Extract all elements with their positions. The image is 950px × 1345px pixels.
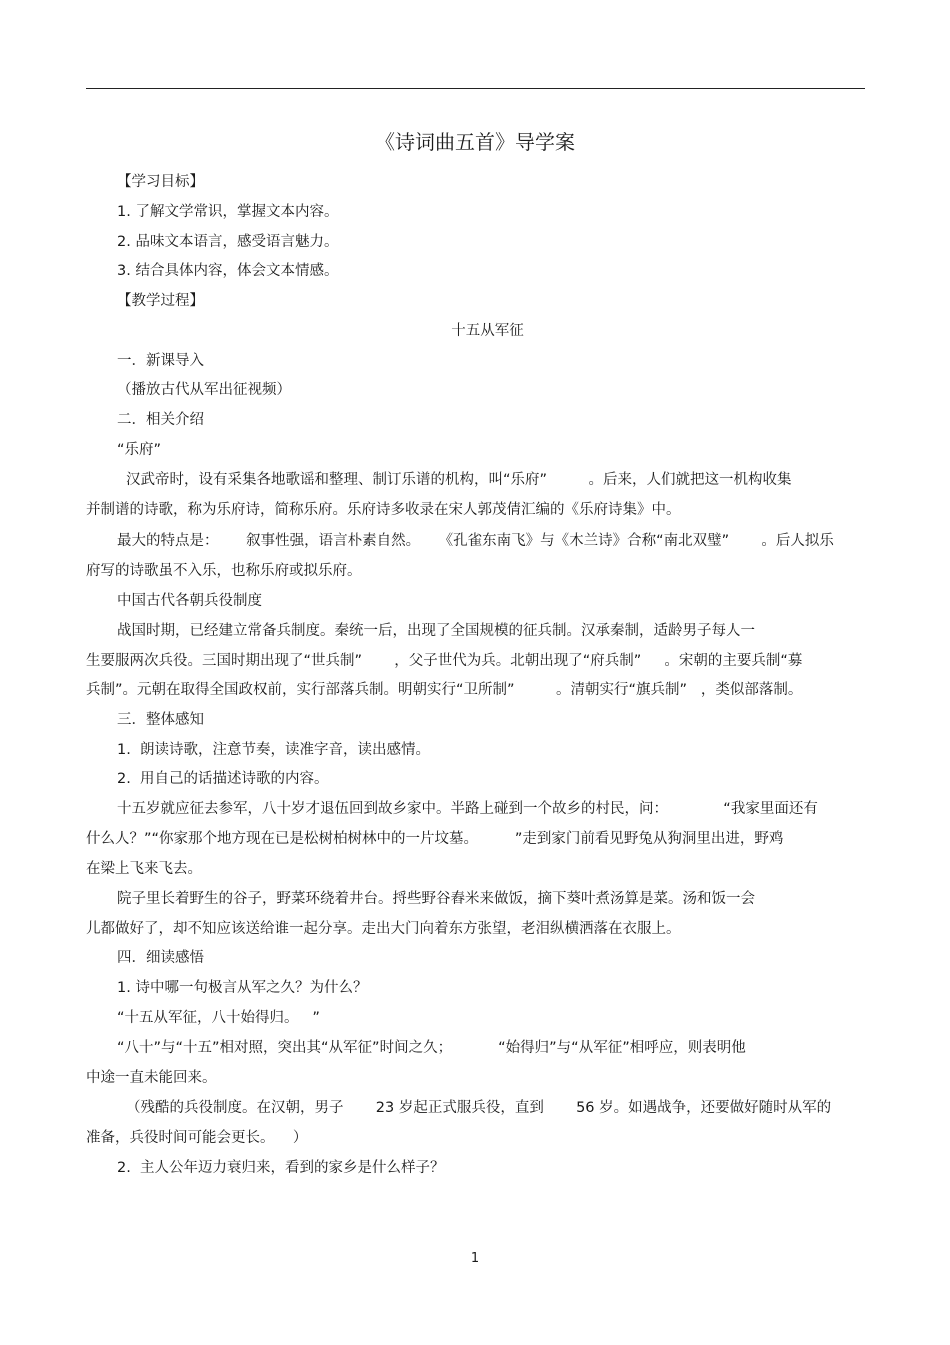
list-item: 2. 用自己的话描述诗歌的内容。	[117, 771, 329, 787]
process-heading: 【教学过程】	[117, 293, 204, 309]
section-text: （播放古代从军出征视频）	[117, 382, 291, 398]
paragraph-line: 汉武帝时，设有采集各地歌谣和整理、制订乐谱的机构，叫“乐府” 。后来，人们就把这一机构收集	[126, 472, 792, 488]
paragraph-line: 兵制”。元朝在取得全国政权前，实行部落兵制。明朝实行“卫所制” 。清朝实行“旗兵制” ，类似部落制。	[86, 682, 803, 698]
quote-line: “十五从军征，八十始得归。 ”	[117, 1010, 320, 1026]
paragraph-line: 府写的诗歌虽不入乐，也称乐府或拟乐府。	[86, 563, 362, 579]
header-rule	[86, 88, 865, 89]
paragraph-line: 生要服两次兵役。三国时期出现了“世兵制” ，父子世代为兵。北朝出现了“府兵制” 。宋朝的主要兵制“募	[86, 653, 803, 669]
section-heading: 三．整体感知	[117, 712, 204, 728]
question: 1. 诗中哪一句极言从军之久？为什么？	[117, 980, 368, 996]
paragraph-line: 并制谱的诗歌，称为乐府诗，简称乐府。乐府诗多收录在宋人郭茂倩汇编的《乐府诗集》中。	[86, 502, 681, 518]
paragraph-line: 战国时期，已经建立常备兵制度。秦统一后，出现了全国规模的征兵制。汉承秦制，适龄男子每人一	[117, 623, 755, 639]
paragraph-line: 十五岁就应征去参军，八十岁才退伍回到故乡家中。半路上碰到一个故乡的村民，问： “我家里面还有	[117, 801, 818, 817]
paragraph-line: 准备，兵役时间可能会更长。 ）	[86, 1130, 308, 1146]
list-item: 1. 朗读诗歌，注意节奏，读准字音，读出感情。	[117, 742, 431, 758]
paragraph-line: “八十”与“十五”相对照，突出其“从军征”时间之久； “始得归”与“从军征”相呼应，则表明他	[117, 1040, 746, 1056]
military-heading: 中国古代各朝兵役制度	[117, 593, 262, 609]
paragraph-line: 院子里长着野生的谷子，野菜环绕着井台。捋些野谷舂米来做饭，摘下葵叶煮汤算是菜。汤和饭一会	[117, 891, 755, 907]
objective-item: 1. 了解文学常识，掌握文本内容。	[117, 204, 339, 220]
section-heading: 四．细读感悟	[117, 950, 204, 966]
yuefu-label: “乐府”	[117, 442, 162, 458]
question: 2. 主人公年迈力衰归来，看到的家乡是什么样子？	[117, 1160, 445, 1176]
paragraph-line: 中途一直未能回来。	[86, 1070, 217, 1086]
section-heading: 二．相关介绍	[117, 412, 204, 428]
poem-title: 十五从军征	[451, 323, 524, 339]
section-heading: 一．新课导入	[117, 353, 204, 369]
paragraph-line: 在梁上飞来飞去。	[86, 861, 202, 877]
objective-item: 3. 结合具体内容，体会文本情感。	[117, 263, 339, 279]
paragraph-line: 什么人？”“你家那个地方现在已是松树柏树林中的一片坟墓。 ”走到家门前看见野兔从狗洞里出进，野鸡	[86, 831, 784, 847]
paragraph-line: 儿都做好了，却不知应该送给谁一起分享。走出大门向着东方张望，老泪纵横洒落在衣服上。	[86, 921, 681, 937]
paragraph-line: 最大的特点是： 叙事性强，语言朴素自然。 《孔雀东南飞》与《木兰诗》合称“南北双璧” 。后人拟乐	[117, 533, 834, 549]
document-title: 《诗词曲五首》导学案	[375, 130, 575, 154]
paragraph-line: （残酷的兵役制度。在汉朝，男子 23 岁起正式服兵役，直到 56 岁。如遇战争，还要做好随时从军的	[126, 1100, 832, 1116]
objective-item: 2. 品味文本语言，感受语言魅力。	[117, 234, 339, 250]
objectives-heading: 【学习目标】	[117, 174, 204, 190]
page-number: 1	[470, 1251, 480, 1266]
